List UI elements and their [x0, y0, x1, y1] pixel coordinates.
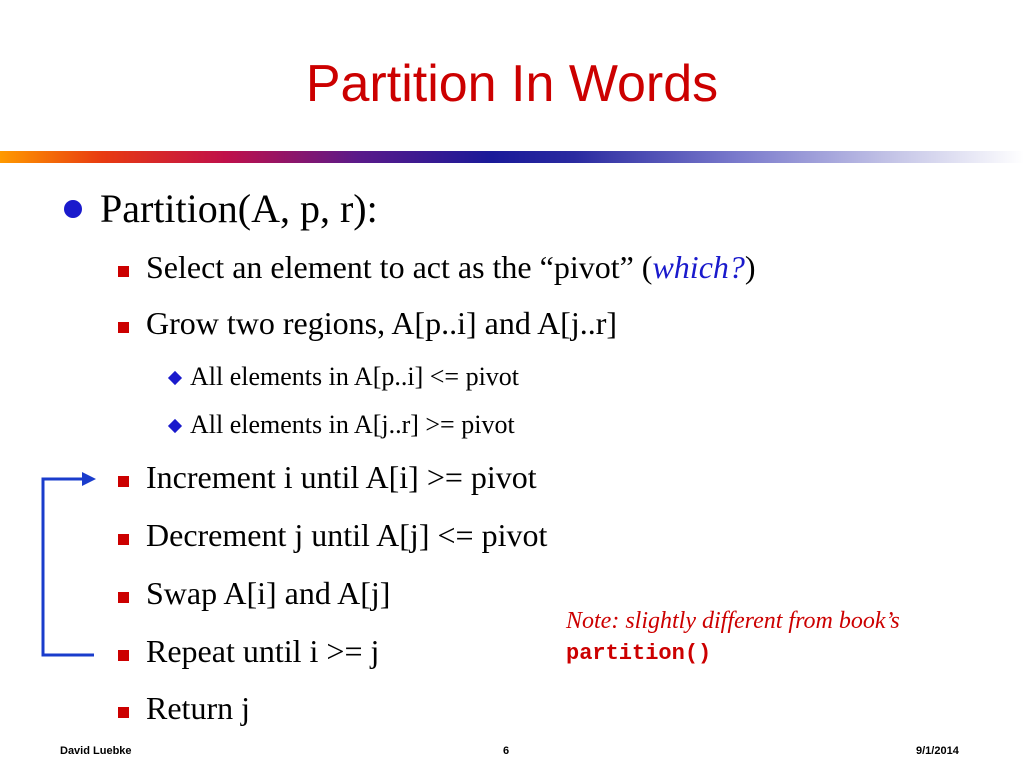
bullet-partition-signature: Partition(A, p, r):	[100, 186, 378, 231]
note-code: partition()	[566, 641, 712, 666]
footer-page-number: 6	[503, 745, 510, 757]
footer-date: 9/1/2014	[916, 745, 959, 757]
which-emphasis: which?	[652, 249, 745, 285]
select-pivot-close: )	[744, 249, 756, 285]
sub-bullet-left-region: All elements in A[p..i] <= pivot	[190, 362, 520, 391]
bullet-increment-i: Increment i until A[i] >= pivot	[146, 459, 537, 495]
bullet-grow-regions: Grow two regions, A[p..i] and A[j..r]	[146, 305, 618, 341]
bullet-repeat: Repeat until i >= j	[146, 633, 380, 669]
note-box	[566, 606, 926, 669]
bullet-return-j: Return j	[146, 690, 250, 726]
note-text: Note: slightly different from book’s	[566, 608, 900, 634]
footer-author: David Luebke	[60, 745, 132, 757]
select-pivot-text: Select an element to act as the “pivot” (	[146, 249, 653, 285]
slide-title: Partition In Words	[305, 55, 719, 113]
sub-bullet-right-region: All elements in A[j..r] >= pivot	[190, 410, 515, 439]
bullet-decrement-j: Decrement j until A[j] <= pivot	[146, 517, 548, 553]
bullet-swap: Swap A[i] and A[j]	[146, 575, 391, 611]
